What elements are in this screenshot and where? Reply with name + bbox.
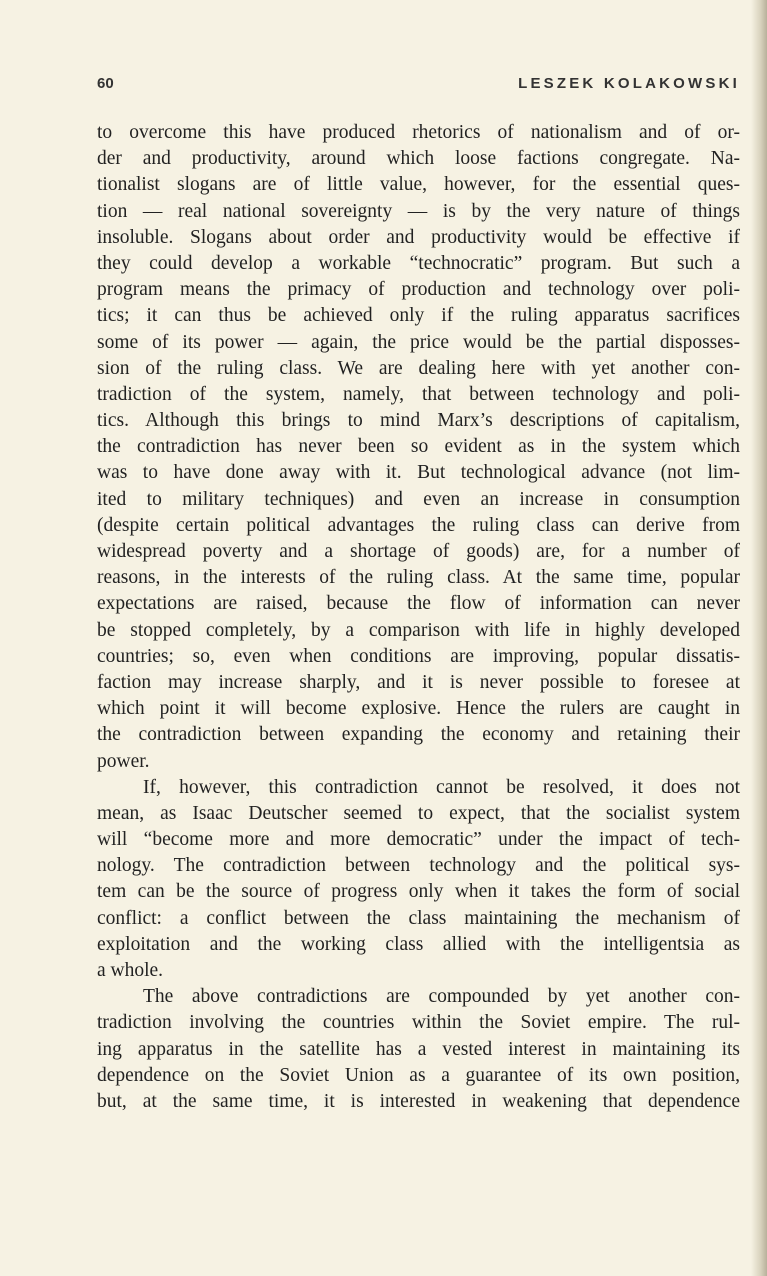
text-line: (despite certain political advantages the ruling class can derive from	[97, 514, 740, 536]
text-line: expectations are raised, because the flow of information can never	[97, 593, 740, 615]
text-line: was to have done away with it. But technological advance (not lim-	[97, 462, 740, 484]
text-line: sion of the ruling class. We are dealing here with yet another con-	[97, 357, 740, 379]
text-line: countries; so, even when conditions are improving, popular dissatis-	[97, 645, 740, 667]
text-line: they could develop a workable “technocratic” program. But such a	[97, 252, 740, 274]
text-line: which point it will become explosive. Hence the rulers are caught in	[97, 698, 740, 720]
text-line: nology. The contradiction between technology and the political sys-	[97, 855, 740, 877]
text-line: but, at the same time, it is interested in weakening that dependence	[97, 1090, 740, 1112]
text-line: ing apparatus in the satellite has a vested interest in maintaining its	[97, 1038, 740, 1060]
text-line: tradiction involving the countries within the Soviet empire. The rul-	[97, 1012, 740, 1034]
text-line: der and productivity, around which loose factions congregate. Na-	[97, 148, 740, 170]
text-line: a whole.	[97, 960, 164, 981]
paragraph	[97, 984, 740, 1115]
text-line: some of its power — again, the price would be the partial disposses-	[97, 331, 740, 353]
text-line: will “become more and more democratic” under the impact of tech-	[97, 829, 740, 851]
body-text	[97, 120, 740, 1115]
text-line: tem can be the source of progress only when it takes the form of social	[97, 881, 740, 903]
paragraph	[97, 775, 740, 985]
text-line: If, however, this contradiction cannot be resolved, it does not	[143, 776, 740, 798]
page-number: 60	[97, 75, 114, 92]
text-line: tradiction of the system, namely, that between technology and poli-	[97, 383, 740, 405]
text-line: the contradiction has never been so evident as in the system which	[97, 436, 740, 458]
text-line: widespread poverty and a shortage of goods) are, for a number of	[97, 541, 740, 562]
page-header	[97, 75, 740, 97]
text-line: the contradiction between expanding the economy and retaining their	[97, 724, 740, 746]
text-line: ited to military techniques) and even an increase in consumption	[97, 488, 740, 510]
text-line: exploitation and the working class allied with the intelligentsia as	[97, 933, 740, 955]
text-line: The above contradictions are compounded by yet another con-	[143, 986, 740, 1008]
text-line: tics; it can thus be achieved only if the ruling apparatus sacrifices	[97, 305, 740, 327]
text-line: reasons, in the interests of the ruling class. At the same time, popular	[97, 567, 740, 589]
text-line: be stopped completely, by a comparison with life in highly developed	[97, 619, 740, 641]
text-line: conflict: a conflict between the class maintaining the mechanism of	[97, 907, 740, 929]
text-line: insoluble. Slogans about order and productivity would be effective if	[97, 226, 740, 248]
text-line: faction may increase sharply, and it is never possible to foresee at	[97, 671, 740, 693]
paragraph	[97, 120, 740, 775]
text-line: tionalist slogans are of little value, however, for the essential ques-	[97, 174, 740, 196]
running-title: LESZEK KOLAKOWSKI	[518, 75, 740, 92]
text-line: dependence on the Soviet Union as a guarantee of its own position,	[97, 1064, 740, 1086]
text-line: mean, as Isaac Deutscher seemed to expect, that the socialist system	[97, 802, 740, 824]
text-line: to overcome this have produced rhetorics of nationalism and of or-	[97, 122, 740, 143]
text-line: tion — real national sovereignty — is by the very nature of things	[97, 200, 740, 222]
text-line: tics. Although this brings to mind Marx’s descriptions of capitalism,	[97, 410, 740, 432]
page-edge-shadow	[751, 0, 767, 1276]
text-line: power.	[97, 750, 150, 772]
text-line: program means the primacy of production and technology over poli-	[97, 279, 740, 301]
